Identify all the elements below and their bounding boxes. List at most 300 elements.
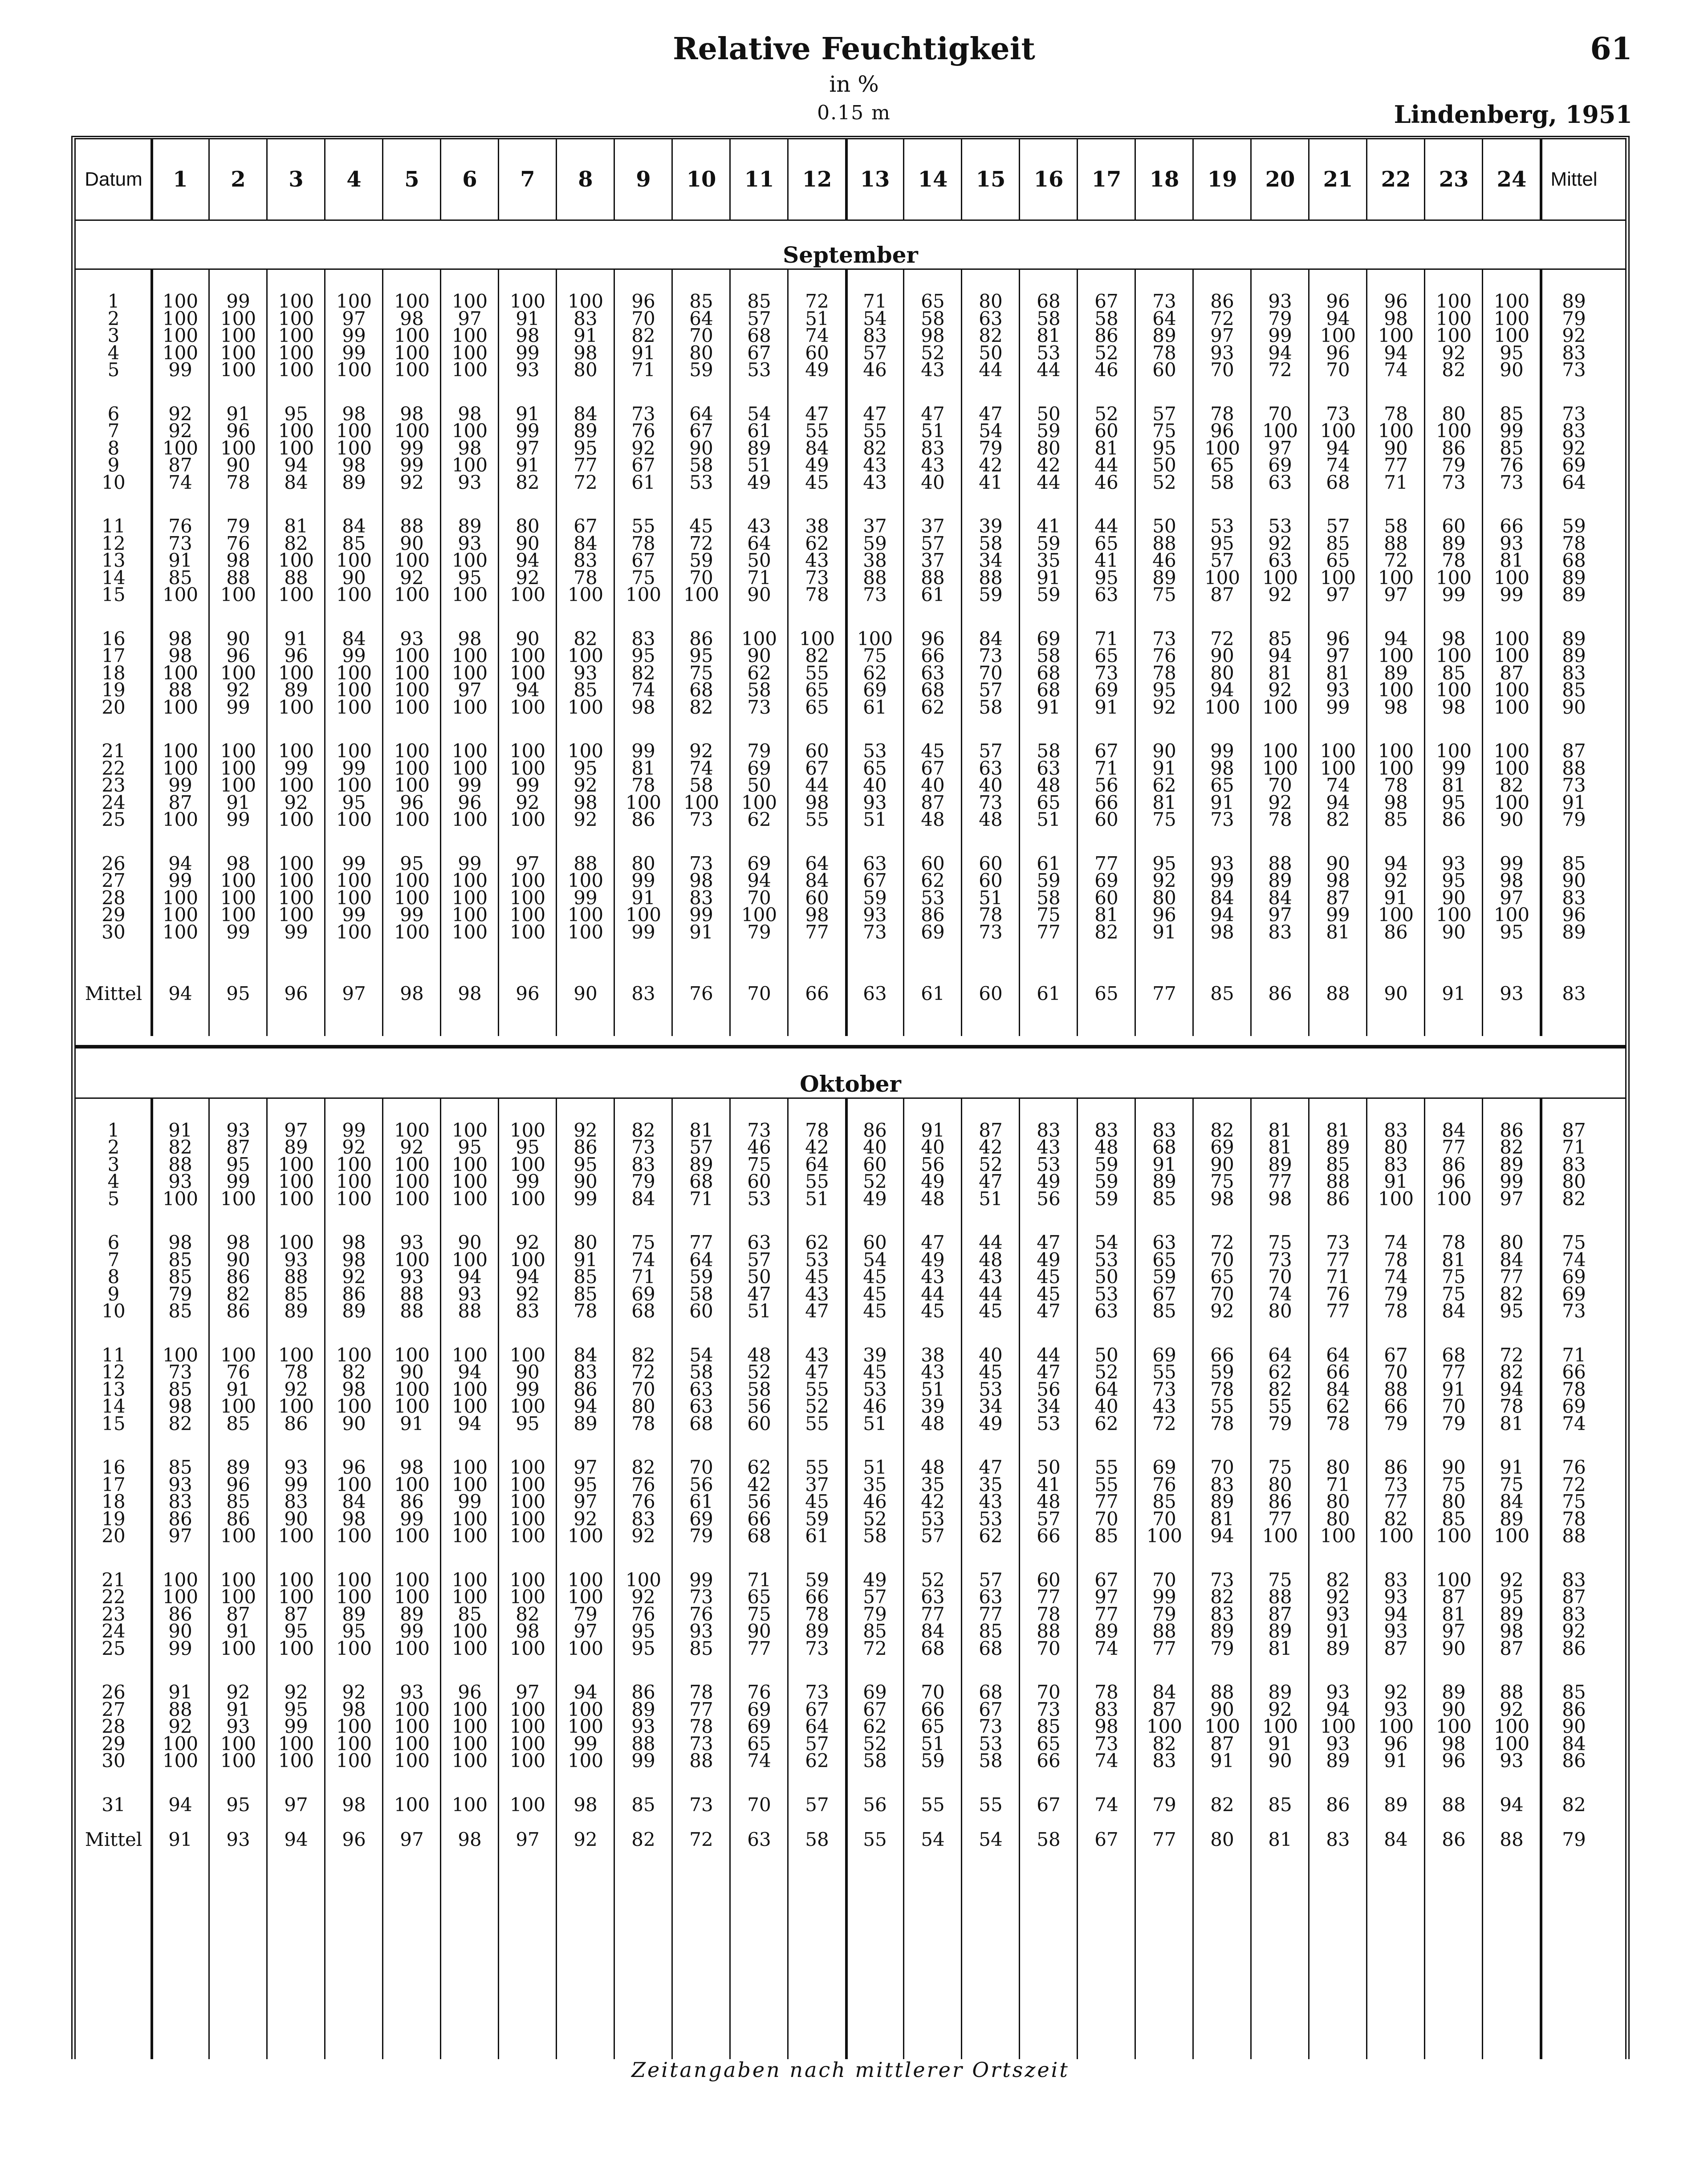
oktober-row-17-h20: 80 (1268, 1473, 1292, 1495)
september-row-8-h21: 94 (1326, 437, 1350, 459)
oktober-row-25-h3: 100 (278, 1637, 314, 1659)
oktober-row-7-h24: 84 (1500, 1248, 1524, 1271)
september-row-2-h10: 64 (689, 307, 713, 329)
oktober-row-8-h23: 75 (1442, 1266, 1466, 1288)
september-row-17-h2: 96 (226, 645, 250, 666)
oktober-row-1-h14: 91 (921, 1119, 945, 1141)
oktober-row-22-h21: 92 (1326, 1586, 1350, 1608)
september-row-7-h5: 100 (394, 420, 430, 442)
september-row-30-h7: 100 (509, 921, 546, 943)
september-row-11-h20: 53 (1268, 515, 1292, 537)
column-rule (498, 268, 499, 1036)
oktober-row-28-h7: 100 (509, 1715, 546, 1737)
oktober-row-5-h20: 98 (1268, 1187, 1292, 1210)
oktober-row-20-date: 20 (102, 1525, 126, 1547)
september-row-25-h8: 92 (573, 809, 598, 830)
oktober-row-1-h23: 84 (1442, 1119, 1466, 1141)
september-row-19-h17: 69 (1094, 679, 1118, 701)
oktober-row-18-h20: 86 (1268, 1491, 1292, 1512)
oktober-row-28-h21: 100 (1320, 1715, 1356, 1737)
september-row-14-h7: 92 (516, 566, 540, 589)
september-row-18-h11: 62 (747, 662, 771, 684)
oktober-row-13-h3: 92 (284, 1378, 308, 1400)
september-row-24-h5: 96 (400, 791, 424, 813)
september-row-5-date: 5 (107, 359, 120, 381)
oktober-row-22-h10: 73 (689, 1586, 713, 1608)
oktober-row-13-h11: 58 (747, 1378, 771, 1400)
september-row-16-h18: 73 (1152, 627, 1176, 650)
oktober-row-15-h24: 81 (1500, 1412, 1524, 1435)
oktober-row-31-h14: 55 (921, 1793, 945, 1816)
column-rule (1135, 139, 1136, 219)
oktober-row-21-h14: 52 (921, 1569, 945, 1591)
september-row-24-h11: 100 (741, 791, 777, 813)
september-row-6-h21: 73 (1326, 402, 1350, 425)
september-row-1-h23: 100 (1436, 290, 1472, 312)
september-row-3-h12: 74 (805, 325, 829, 346)
oktober-row-26-h24: 88 (1500, 1681, 1524, 1703)
oktober-row-23-h7: 82 (516, 1603, 540, 1625)
column-rule (1250, 1097, 1252, 2060)
oktober-row-20-h9: 92 (631, 1525, 655, 1547)
september-row-2-h4: 97 (342, 307, 366, 329)
oktober-row-17-mean: 72 (1562, 1473, 1586, 1495)
september-row-18-h21: 81 (1326, 662, 1350, 684)
september-row-13-h9: 67 (631, 549, 655, 571)
september-row-11-h4: 84 (342, 515, 366, 537)
september-row-13-h16: 35 (1037, 549, 1061, 571)
september-row-29-h16: 75 (1037, 904, 1061, 926)
oktober-row-6-h16: 47 (1037, 1231, 1061, 1253)
september-row-5-h2: 100 (220, 359, 256, 381)
september-row-9-h23: 79 (1442, 454, 1466, 476)
oktober-row-6-h24: 80 (1500, 1231, 1524, 1253)
oktober-row-23-h22: 94 (1384, 1603, 1408, 1625)
column-rule (440, 1097, 441, 2060)
september-row-27-h21: 98 (1326, 870, 1350, 891)
oktober-row-7-h12: 53 (805, 1248, 829, 1271)
column-rule (208, 139, 210, 219)
oktober-row-2-h11: 46 (747, 1136, 771, 1158)
oktober-row-11-mean: 71 (1562, 1344, 1586, 1366)
september-row-17-h11: 90 (747, 645, 771, 666)
oktober-row-28-h9: 93 (631, 1715, 655, 1737)
oktober-row-25-h4: 100 (336, 1637, 372, 1659)
oktober-row-17-h12: 37 (805, 1473, 829, 1495)
oktober-row-7-h16: 49 (1037, 1248, 1061, 1271)
oktober-row-19-h19: 81 (1210, 1508, 1234, 1530)
oktober-row-15-h15: 49 (979, 1412, 1003, 1435)
oktober-row-19-h18: 70 (1152, 1508, 1176, 1530)
table-grid (76, 139, 1625, 2059)
oktober-row-26-h13: 69 (863, 1681, 887, 1703)
september-row-11-h5: 88 (400, 515, 424, 537)
oktober-row-10-h2: 86 (226, 1300, 250, 1322)
oktober-row-Mittel-h11: 63 (747, 1829, 771, 1850)
oktober-row-30-h10: 88 (689, 1750, 713, 1772)
september-row-22-h23: 99 (1442, 757, 1466, 779)
oktober-row-31-h10: 73 (689, 1793, 713, 1816)
oktober-row-15-h7: 95 (516, 1412, 540, 1435)
september-row-18-h3: 100 (278, 662, 314, 684)
oktober-row-5-h5: 100 (394, 1187, 430, 1210)
september-row-18-h22: 89 (1384, 662, 1408, 684)
header-hour-20: 20 (1265, 167, 1295, 192)
september-row-4-h8: 98 (573, 341, 598, 364)
header-hour-11: 11 (744, 167, 774, 192)
oktober-row-23-h12: 78 (805, 1603, 829, 1625)
oktober-row-11-h2: 100 (220, 1344, 256, 1366)
september-row-21-h5: 100 (394, 740, 430, 762)
september-row-15-h14: 61 (921, 584, 945, 606)
september-row-26-h14: 60 (921, 852, 945, 874)
september-row-17-h21: 97 (1326, 645, 1350, 666)
september-row-17-h15: 73 (979, 645, 1003, 666)
oktober-row-14-h9: 80 (631, 1395, 655, 1417)
oktober-row-23-h8: 79 (573, 1603, 598, 1625)
oktober-row-Mittel-h13: 55 (863, 1829, 887, 1850)
oktober-row-7-h17: 53 (1094, 1248, 1118, 1271)
oktober-row-6-h1: 98 (168, 1231, 192, 1253)
september-row-2-h3: 100 (278, 307, 314, 329)
september-row-18-h1: 100 (162, 662, 199, 684)
oktober-row-30-date: 30 (102, 1750, 126, 1772)
oktober-row-27-h5: 100 (394, 1698, 430, 1720)
september-row-11-h15: 39 (979, 515, 1003, 537)
oktober-row-3-h5: 100 (394, 1153, 430, 1175)
oktober-row-4-h3: 100 (278, 1170, 314, 1192)
oktober-row-22-h9: 92 (631, 1586, 655, 1608)
september-row-19-h6: 97 (458, 679, 482, 701)
oktober-row-8-h18: 59 (1152, 1266, 1176, 1288)
oktober-row-22-h5: 100 (394, 1586, 430, 1608)
oktober-row-6-h23: 78 (1442, 1231, 1466, 1253)
height-label: 0.15 m (817, 102, 891, 124)
oktober-row-18-h16: 48 (1037, 1491, 1061, 1512)
oktober-row-14-h20: 55 (1268, 1395, 1292, 1417)
oktober-row-4-mean: 80 (1562, 1170, 1586, 1192)
september-row-23-h6: 99 (458, 774, 482, 796)
september-row-26-mean: 85 (1562, 852, 1586, 874)
oktober-row-8-h6: 94 (458, 1266, 482, 1288)
september-row-2-h20: 79 (1268, 307, 1292, 329)
september-row-2-h6: 97 (458, 307, 482, 329)
september-row-30-h8: 100 (567, 921, 604, 943)
oktober-row-12-h15: 45 (979, 1361, 1003, 1383)
column-rule (498, 1097, 499, 2060)
september-row-5-h24: 90 (1500, 359, 1524, 381)
oktober-row-20-h7: 100 (509, 1525, 546, 1547)
september-row-15-h16: 59 (1037, 584, 1061, 606)
oktober-row-16-mean: 76 (1562, 1456, 1586, 1478)
oktober-row-16-h13: 51 (863, 1456, 887, 1478)
oktober-row-4-h24: 99 (1500, 1170, 1524, 1192)
oktober-row-18-h1: 83 (168, 1491, 192, 1512)
september-row-25-h20: 78 (1268, 809, 1292, 830)
column-rule (1308, 268, 1309, 1036)
september-row-21-h15: 57 (979, 740, 1003, 762)
oktober-row-6-h17: 54 (1094, 1231, 1118, 1253)
september-row-22-h4: 99 (342, 757, 366, 779)
oktober-row-8-h11: 50 (747, 1266, 771, 1288)
oktober-row-31-h5: 100 (394, 1793, 430, 1816)
september-row-30-h11: 79 (747, 921, 771, 943)
september-row-30-h14: 69 (921, 921, 945, 943)
september-row-29-h13: 93 (863, 904, 887, 926)
september-row-3-h3: 100 (278, 325, 314, 346)
oktober-row-17-h8: 95 (573, 1473, 598, 1495)
september-row-28-h15: 51 (979, 886, 1003, 909)
oktober-row-17-h24: 75 (1500, 1473, 1524, 1495)
september-row-12-h21: 85 (1326, 532, 1350, 554)
september-row-21-h13: 53 (863, 740, 887, 762)
oktober-row-5-date: 5 (107, 1187, 120, 1210)
september-row-1-h13: 71 (863, 290, 887, 312)
september-row-7-h23: 100 (1436, 420, 1472, 442)
oktober-row-21-h22: 83 (1384, 1569, 1408, 1591)
september-row-4-h17: 52 (1094, 341, 1118, 364)
september-row-7-h24: 99 (1500, 420, 1524, 442)
september-row-23-h1: 99 (168, 774, 192, 796)
oktober-row-20-h2: 100 (220, 1525, 256, 1547)
september-row-7-date: 7 (107, 420, 120, 442)
oktober-row-13-h22: 88 (1384, 1378, 1408, 1400)
column-rule (266, 268, 268, 1036)
september-row-15-h22: 97 (1384, 584, 1408, 606)
september-row-12-h22: 88 (1384, 532, 1408, 554)
oktober-row-5-h1: 100 (162, 1187, 199, 1210)
oktober-row-31-h4: 98 (342, 1793, 366, 1816)
september-row-Mittel-h4: 97 (342, 983, 366, 1004)
column-rule (1192, 1097, 1194, 2060)
september-row-4-h4: 99 (342, 341, 366, 364)
oktober-row-3-h17: 59 (1094, 1153, 1118, 1175)
september-row-5-h13: 46 (863, 359, 887, 381)
oktober-row-10-h21: 77 (1326, 1300, 1350, 1322)
september-row-23-h7: 99 (516, 774, 540, 796)
oktober-row-22-h13: 57 (863, 1586, 887, 1608)
september-row-19-h2: 92 (226, 679, 250, 701)
oktober-row-20-h11: 68 (747, 1525, 771, 1547)
september-row-8-h16: 80 (1037, 437, 1061, 459)
oktober-row-23-h18: 79 (1152, 1603, 1176, 1625)
oktober-row-13-h12: 55 (805, 1378, 829, 1400)
september-row-6-h16: 50 (1037, 402, 1061, 425)
september-row-29-h10: 99 (689, 904, 713, 926)
oktober-row-27-h8: 100 (567, 1698, 604, 1720)
oktober-row-19-h20: 77 (1268, 1508, 1292, 1530)
oktober-row-28-h10: 78 (689, 1715, 713, 1737)
september-row-11-h12: 38 (805, 515, 829, 537)
oktober-row-20-h22: 100 (1378, 1525, 1414, 1547)
oktober-row-15-h12: 55 (805, 1412, 829, 1435)
column-rule (556, 1097, 557, 2060)
column-rule (150, 1097, 153, 2060)
oktober-row-18-h24: 84 (1500, 1491, 1524, 1512)
oktober-row-26-h7: 97 (516, 1681, 540, 1703)
september-row-17-h23: 100 (1436, 645, 1472, 666)
september-row-5-h7: 93 (516, 359, 540, 381)
column-rule (1540, 268, 1542, 1036)
oktober-row-2-date: 2 (107, 1136, 120, 1158)
oktober-row-14-h10: 63 (689, 1395, 713, 1417)
september-row-3-h7: 98 (516, 325, 540, 346)
september-row-8-h2: 100 (220, 437, 256, 459)
oktober-row-1-h15: 87 (979, 1119, 1003, 1141)
column-rule (903, 139, 904, 219)
oktober-row-6-h6: 90 (458, 1231, 482, 1253)
oktober-row-20-mean: 88 (1562, 1525, 1586, 1547)
oktober-row-16-h14: 48 (921, 1456, 945, 1478)
oktober-row-24-h7: 98 (516, 1620, 540, 1642)
oktober-row-8-h3: 88 (284, 1266, 308, 1288)
oktober-row-23-h11: 75 (747, 1603, 771, 1625)
column-rule (961, 268, 962, 1036)
september-row-6-h9: 73 (631, 402, 655, 425)
oktober-row-21-h12: 59 (805, 1569, 829, 1591)
september-row-7-h18: 75 (1152, 420, 1176, 442)
oktober-row-18-h3: 83 (284, 1491, 308, 1512)
oktober-row-8-date: 8 (107, 1266, 120, 1288)
oktober-row-6-h13: 60 (863, 1231, 887, 1253)
oktober-row-2-h5: 92 (400, 1136, 424, 1158)
oktober-row-31-h17: 74 (1094, 1793, 1118, 1816)
oktober-row-29-h14: 51 (921, 1732, 945, 1755)
oktober-row-16-h20: 75 (1268, 1456, 1292, 1478)
september-row-11-h17: 44 (1094, 515, 1118, 537)
september-row-24-h3: 92 (284, 791, 308, 813)
september-row-26-h15: 60 (979, 852, 1003, 874)
oktober-row-9-h9: 69 (631, 1283, 655, 1305)
september-row-19-h18: 95 (1152, 679, 1176, 701)
september-row-26-h16: 61 (1037, 852, 1061, 874)
september-row-26-date: 26 (102, 852, 126, 874)
oktober-row-9-h17: 53 (1094, 1283, 1118, 1305)
header-hour-3: 3 (289, 167, 304, 192)
oktober-row-14-h18: 43 (1152, 1395, 1176, 1417)
september-row-15-h9: 100 (625, 584, 662, 606)
september-row-22-h18: 91 (1152, 757, 1176, 779)
oktober-row-1-h5: 100 (394, 1119, 430, 1141)
oktober-row-1-date: 1 (107, 1119, 120, 1141)
september-row-19-h7: 94 (516, 679, 540, 701)
oktober-row-1-mean: 87 (1562, 1119, 1586, 1141)
oktober-row-14-h21: 62 (1326, 1395, 1350, 1417)
september-row-20-h4: 100 (336, 696, 372, 718)
september-row-2-h7: 91 (516, 307, 540, 329)
september-row-8-h8: 95 (573, 437, 598, 459)
september-row-19-h1: 88 (168, 679, 192, 701)
september-row-12-date: 12 (102, 532, 126, 554)
column-rule (1077, 268, 1078, 1036)
september-row-7-h14: 51 (921, 420, 945, 442)
oktober-row-30-h3: 100 (278, 1750, 314, 1772)
september-row-15-h18: 75 (1152, 584, 1176, 606)
september-row-18-h18: 78 (1152, 662, 1176, 684)
september-row-9-h7: 91 (516, 454, 540, 476)
september-row-5-h15: 44 (979, 359, 1003, 381)
september-row-12-h11: 64 (747, 532, 771, 554)
oktober-row-3-h21: 85 (1326, 1153, 1350, 1175)
september-row-9-h13: 43 (863, 454, 887, 476)
column-rule (845, 268, 848, 1036)
september-row-27-h4: 100 (336, 870, 372, 891)
oktober-row-2-h4: 92 (342, 1136, 366, 1158)
oktober-row-17-h18: 76 (1152, 1473, 1176, 1495)
oktober-row-29-date: 29 (102, 1732, 126, 1755)
september-row-1-h20: 93 (1268, 290, 1292, 312)
oktober-row-22-h11: 65 (747, 1586, 771, 1608)
oktober-row-8-h7: 94 (516, 1266, 540, 1288)
oktober-row-16-h11: 62 (747, 1456, 771, 1478)
oktober-row-28-date: 28 (102, 1715, 126, 1737)
september-row-Mittel-h21: 88 (1326, 983, 1350, 1004)
september-row-26-h10: 73 (689, 852, 713, 874)
oktober-row-2-h24: 82 (1500, 1136, 1524, 1158)
september-row-12-h14: 57 (921, 532, 945, 554)
september-row-15-h24: 99 (1500, 584, 1524, 606)
september-row-1-h3: 100 (278, 290, 314, 312)
oktober-row-18-h6: 99 (458, 1491, 482, 1512)
september-row-14-h20: 100 (1262, 566, 1298, 589)
september-row-18-h19: 80 (1210, 662, 1234, 684)
september-row-18-h14: 63 (921, 662, 945, 684)
oktober-row-15-h9: 78 (631, 1412, 655, 1435)
september-row-22-h1: 100 (162, 757, 199, 779)
september-row-Mittel-h19: 85 (1210, 983, 1234, 1004)
oktober-row-30-h24: 93 (1500, 1750, 1524, 1772)
september-row-24-h18: 81 (1152, 791, 1176, 813)
september-row-1-h24: 100 (1493, 290, 1530, 312)
september-row-4-h5: 100 (394, 341, 430, 364)
september-row-9-h19: 65 (1210, 454, 1234, 476)
september-row-12-h19: 95 (1210, 532, 1234, 554)
september-row-30-h2: 99 (226, 921, 250, 943)
september-row-14-h5: 92 (400, 566, 424, 589)
oktober-row-4-h8: 90 (573, 1170, 598, 1192)
oktober-row-4-h6: 100 (451, 1170, 488, 1192)
oktober-row-18-h10: 61 (689, 1491, 713, 1512)
oktober-row-14-h5: 100 (394, 1395, 430, 1417)
oktober-row-10-h13: 45 (863, 1300, 887, 1322)
oktober-row-22-h24: 95 (1500, 1586, 1524, 1608)
oktober-row-1-h9: 82 (631, 1119, 655, 1141)
month-rule (76, 1097, 1625, 1099)
september-row-27-h13: 67 (863, 870, 887, 891)
september-row-13-h19: 57 (1210, 549, 1234, 571)
oktober-row-23-h14: 77 (921, 1603, 945, 1625)
september-row-10-h3: 84 (284, 471, 308, 493)
september-row-4-h11: 67 (747, 341, 771, 364)
september-row-15-h5: 100 (394, 584, 430, 606)
oktober-row-1-h8: 92 (573, 1119, 598, 1141)
oktober-row-19-h5: 99 (400, 1508, 424, 1530)
september-row-8-h20: 97 (1268, 437, 1292, 459)
september-row-20-h24: 100 (1493, 696, 1530, 718)
september-row-18-mean: 83 (1562, 662, 1586, 684)
september-row-7-h16: 59 (1037, 420, 1061, 442)
oktober-row-16-h5: 98 (400, 1456, 424, 1478)
september-row-3-h11: 68 (747, 325, 771, 346)
september-row-6-h24: 85 (1500, 402, 1524, 425)
september-row-8-h23: 86 (1442, 437, 1466, 459)
september-row-15-h13: 73 (863, 584, 887, 606)
header-hour-2: 2 (231, 167, 246, 192)
oktober-row-29-h23: 98 (1442, 1732, 1466, 1755)
oktober-row-14-h4: 100 (336, 1395, 372, 1417)
header-hour-15: 15 (976, 167, 1006, 192)
september-row-11-h24: 66 (1500, 515, 1524, 537)
